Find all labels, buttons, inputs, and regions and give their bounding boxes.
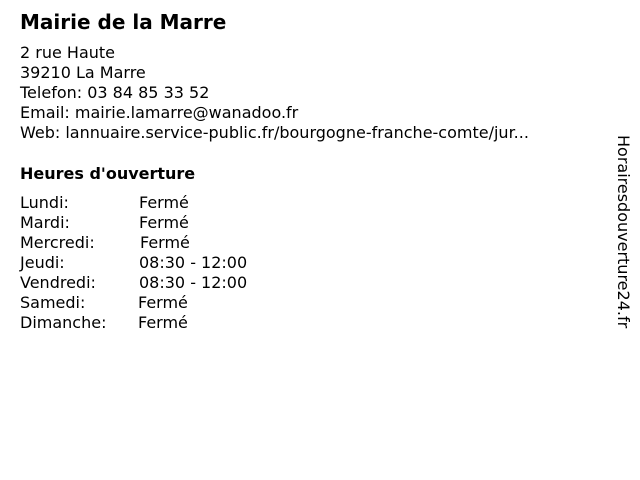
site-brand-watermark: Horairesdouverture24.fr: [614, 135, 633, 329]
phone-number: Telefon: 03 84 85 33 52: [20, 83, 210, 102]
hours-value: 08:30 - 12:00: [139, 273, 248, 292]
opening-hours-heading: Heures d'ouverture: [20, 164, 196, 183]
contact-info: [20, 43, 610, 143]
address-city: 39210 La Marre: [20, 63, 146, 82]
hours-value: Fermé: [139, 213, 189, 232]
hours-value: 08:30 - 12:00: [139, 253, 248, 272]
day-label: Mercredi:: [20, 233, 95, 252]
hours-value: Fermé: [139, 193, 189, 212]
page-title: Mairie de la Marre: [20, 10, 227, 34]
email-address: Email: mairie.lamarre@wanadoo.fr: [20, 103, 299, 122]
day-label: Lundi:: [20, 193, 69, 212]
day-label: Vendredi:: [20, 273, 96, 292]
day-label: Jeudi:: [20, 253, 65, 272]
hours-value: Fermé: [138, 313, 188, 332]
website-link: Web: lannuaire.service-public.fr/bourgogne-franche-comte/jur...: [20, 123, 529, 142]
hours-value: Fermé: [138, 293, 188, 312]
hours-value: Fermé: [140, 233, 190, 252]
address-street: 2 rue Haute: [20, 43, 116, 62]
day-label: Dimanche:: [20, 313, 107, 332]
day-label: Mardi:: [20, 213, 70, 232]
day-label: Samedi:: [20, 293, 86, 312]
